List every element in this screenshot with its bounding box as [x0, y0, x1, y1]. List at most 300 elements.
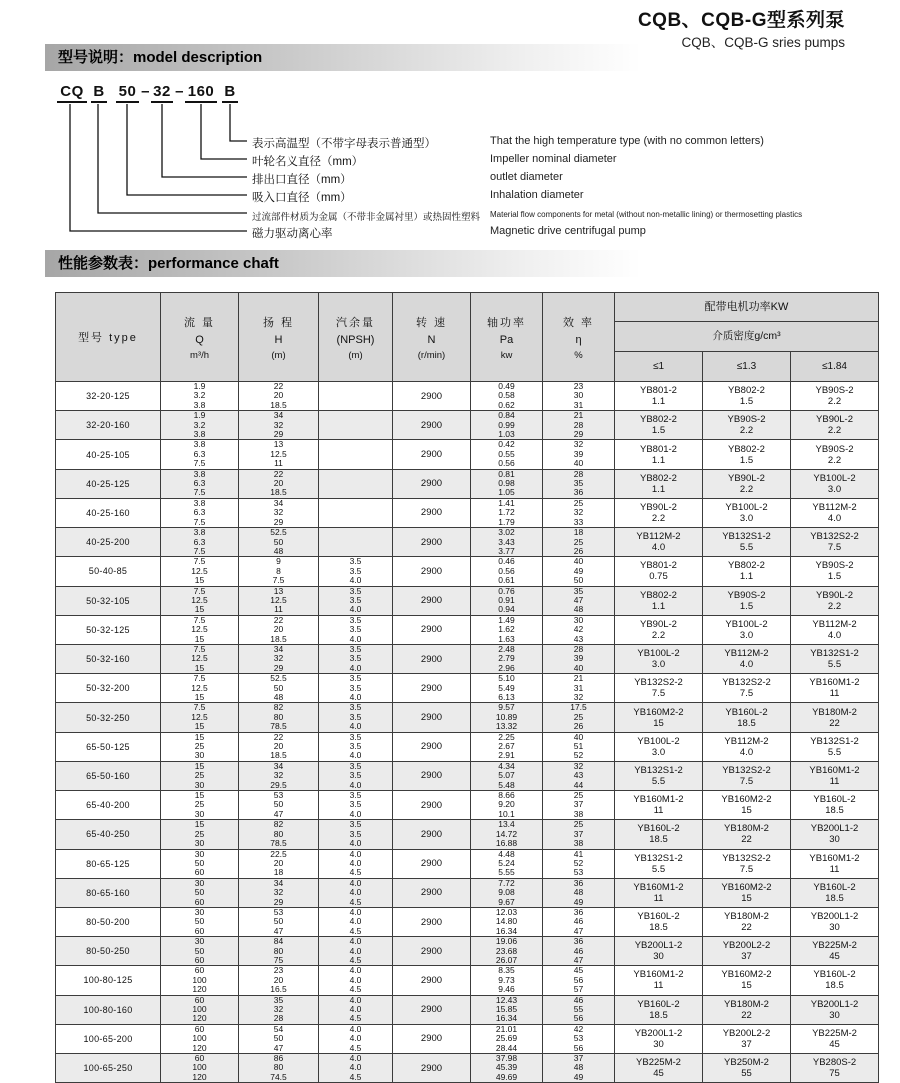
motor-model: YB132S2-2 — [722, 677, 771, 689]
cell-h-line: 20 — [273, 857, 284, 868]
cell-h — [239, 1054, 319, 1083]
cell-eta — [543, 937, 615, 966]
cell-pa-line: 2.91 — [498, 750, 515, 761]
diagram-label-zh: 磁力驱动离心率 — [252, 228, 333, 240]
cell-motor-2 — [791, 382, 879, 411]
col-header-npsh-line: (NPSH) — [336, 333, 375, 346]
cell-speed: 2900 — [393, 674, 471, 703]
code-token: 50 — [116, 83, 139, 103]
motor-model: YB160L-2 — [813, 881, 856, 893]
cell-motor-1 — [703, 644, 791, 673]
motor-power-kw: 7.5 — [739, 863, 754, 875]
motor-power-kw: 2.2 — [739, 483, 754, 495]
page-subtitle: CQB、CQB-G sries pumps — [681, 35, 845, 50]
motor-power-kw: 18.5 — [649, 922, 668, 934]
cell-eta — [543, 761, 615, 790]
cell-h-line: 48 — [273, 692, 284, 702]
cell-q-line: 25 — [194, 828, 205, 839]
motor-power-kw: 5.5 — [827, 746, 842, 758]
motor-model: YB160L-2 — [813, 794, 856, 806]
cell-q — [161, 615, 239, 644]
cell-h-line: 82 — [273, 819, 284, 830]
cell-npsh-line: 4.0 — [349, 995, 362, 1005]
cell-q — [161, 732, 239, 761]
cell-pa-line: 0.56 — [498, 565, 515, 576]
motor-power-kw: 30 — [653, 1038, 664, 1050]
motor-model: YB160M1-2 — [633, 881, 684, 893]
cell-pa-line: 5.07 — [498, 770, 515, 781]
table-row — [56, 382, 879, 411]
cell-eta — [543, 878, 615, 907]
cell-q-line: 30 — [194, 936, 205, 947]
cell-q-line: 100 — [192, 974, 207, 985]
cell-pa-line: 15.85 — [495, 1004, 518, 1014]
diagram-label-zh: 排出口直径（mm） — [252, 174, 352, 186]
cell-pa-line: 0.49 — [498, 381, 515, 391]
cell-speed: 2900 — [393, 411, 471, 440]
cell-pa — [471, 382, 543, 411]
cell-h-line: 18.5 — [270, 487, 287, 498]
cell-type: 65-50-160 — [56, 761, 161, 790]
motor-power-kw: 15 — [741, 980, 752, 992]
cell-h-line: 74.5 — [270, 1071, 287, 1082]
table-body — [56, 382, 879, 1083]
cell-pa-line: 9.57 — [498, 702, 515, 713]
motor-model: YB132S1-2 — [634, 764, 683, 776]
cell-q-line: 120 — [192, 1071, 207, 1082]
cell-pa-line: 5.10 — [498, 673, 515, 684]
cell-npsh — [319, 966, 393, 995]
cell-eta-line: 44 — [573, 779, 584, 790]
motor-model: YB132S1-2 — [722, 531, 771, 543]
motor-model: YB160L-2 — [637, 823, 680, 835]
cell-pa-line: 10.1 — [498, 808, 515, 819]
cell-npsh-line: 3.5 — [349, 673, 362, 684]
cell-motor-0 — [615, 469, 703, 498]
motor-model: YB801-2 — [640, 385, 677, 397]
table-row — [56, 820, 879, 849]
col-header-h-line: H — [274, 333, 283, 346]
cell-pa-line: 1.79 — [498, 516, 515, 527]
motor-power-kw: 18.5 — [649, 834, 668, 846]
cell-motor-1 — [703, 849, 791, 878]
cell-h-line: 52.5 — [270, 673, 287, 684]
col-header-n — [393, 293, 471, 382]
cell-h-line: 50 — [273, 1033, 284, 1044]
cell-h-line: 9 — [276, 556, 281, 567]
motor-power-kw: 30 — [829, 922, 840, 934]
cell-q-line: 12.5 — [191, 653, 208, 664]
motor-power-kw: 1.5 — [739, 454, 754, 466]
cell-eta-line: 17.5 — [570, 702, 587, 713]
cell-eta-line: 40 — [573, 662, 584, 673]
cell-npsh-line: 3.5 — [349, 682, 362, 693]
cell-eta-line: 28 — [573, 419, 584, 430]
cell-h-line: 80 — [273, 828, 284, 839]
cell-eta — [543, 528, 615, 557]
cell-motor-0 — [615, 528, 703, 557]
cell-h-line: 29 — [273, 516, 284, 527]
cell-pa-line: 9.46 — [498, 984, 515, 995]
motor-power-kw: 2.2 — [827, 600, 842, 612]
cell-motor-0 — [615, 1054, 703, 1083]
cell-h-line: 32 — [273, 1004, 284, 1014]
cell-npsh-line: 4.0 — [349, 1062, 362, 1073]
cell-h-line: 50 — [273, 682, 284, 693]
motor-model: YB132S1-2 — [810, 735, 859, 747]
cell-h-line: 29 — [273, 896, 284, 907]
cell-h — [239, 907, 319, 936]
cell-h-line: 22 — [273, 732, 284, 742]
cell-pa-line: 16.88 — [495, 838, 518, 849]
cell-motor-1 — [703, 761, 791, 790]
cell-pa — [471, 557, 543, 586]
motor-power-kw: 2.2 — [651, 629, 666, 641]
cell-eta-line: 38 — [573, 808, 584, 819]
motor-power-kw: 15 — [741, 892, 752, 904]
cell-pa-line: 8.66 — [498, 790, 515, 801]
cell-eta — [543, 615, 615, 644]
motor-model: YB160M1-2 — [633, 794, 684, 806]
motor-power-kw: 5.5 — [827, 659, 842, 671]
cell-pa-line: 5.49 — [498, 682, 515, 693]
cell-h — [239, 849, 319, 878]
cell-eta-line: 37 — [573, 828, 584, 839]
cell-motor-0 — [615, 703, 703, 732]
motor-model: YB802-2 — [640, 472, 677, 484]
code-token: B — [222, 83, 238, 103]
motor-power-kw: 2.2 — [827, 454, 842, 466]
cell-motor-2 — [791, 791, 879, 820]
cell-h — [239, 878, 319, 907]
cell-q-line: 15 — [194, 575, 205, 586]
cell-motor-1 — [703, 937, 791, 966]
cell-motor-2 — [791, 411, 879, 440]
cell-speed: 2900 — [393, 703, 471, 732]
code-token: B — [91, 83, 107, 103]
table-row — [56, 1054, 879, 1083]
table-row — [56, 411, 879, 440]
motor-power-kw: 0.75 — [649, 571, 668, 583]
cell-eta-line: 37 — [573, 799, 584, 810]
cell-type: 100-65-200 — [56, 1024, 161, 1053]
cell-eta-line: 46 — [573, 945, 584, 956]
motor-model: YB180M-2 — [724, 911, 769, 923]
cell-h-line: 22 — [273, 469, 284, 479]
cell-npsh-line: 3.5 — [349, 711, 362, 722]
motor-power-kw: 30 — [829, 834, 840, 846]
motor-model: YB90S-2 — [815, 443, 854, 455]
cell-npsh-line: 3.5 — [349, 556, 362, 567]
cell-eta-line: 23 — [573, 381, 584, 391]
table-row — [56, 644, 879, 673]
cell-pa — [471, 469, 543, 498]
cell-q-line: 25 — [194, 770, 205, 781]
cell-motor-0 — [615, 586, 703, 615]
motor-model: YB802-2 — [728, 560, 765, 572]
cell-motor-1 — [703, 557, 791, 586]
cell-speed: 2900 — [393, 1054, 471, 1083]
cell-pa-line: 0.84 — [498, 410, 515, 421]
cell-eta — [543, 849, 615, 878]
table-row — [56, 440, 879, 469]
cell-h-line: 13 — [273, 439, 284, 450]
motor-model: YB160M1-2 — [809, 764, 860, 776]
motor-model: YB200L1-2 — [634, 940, 683, 952]
cell-npsh-line: 4.0 — [349, 878, 362, 888]
cell-eta-line: 48 — [573, 887, 584, 898]
cell-h-line: 53 — [273, 907, 284, 917]
cell-q-line: 60 — [194, 1053, 205, 1064]
cell-npsh-line: 4.0 — [349, 779, 362, 790]
cell-npsh — [319, 878, 393, 907]
diagram-label-zh: 叶轮名义直径（mm） — [252, 156, 364, 168]
motor-model: YB90L-2 — [816, 414, 853, 426]
cell-h-line: 20 — [273, 390, 284, 401]
cell-eta-line: 33 — [573, 516, 584, 527]
cell-npsh — [319, 644, 393, 673]
cell-q-line: 12.5 — [191, 594, 208, 605]
cell-eta — [543, 674, 615, 703]
motor-power-kw: 1.1 — [651, 454, 666, 466]
cell-eta-line: 40 — [573, 458, 584, 469]
cell-q-line: 60 — [194, 1024, 205, 1034]
cell-h — [239, 615, 319, 644]
motor-power-kw: 2.2 — [827, 425, 842, 437]
cell-q — [161, 674, 239, 703]
cell-h-line: 22 — [273, 615, 284, 625]
cell-npsh — [319, 528, 393, 557]
cell-eta-line: 39 — [573, 448, 584, 459]
cell-h-line: 13 — [273, 586, 284, 596]
motor-power-kw: 5.5 — [651, 863, 666, 875]
cell-q — [161, 557, 239, 586]
cell-motor-0 — [615, 440, 703, 469]
code-dash: – — [175, 83, 184, 100]
motor-power-kw: 1.5 — [739, 396, 754, 408]
motor-model: YB112M-2 — [812, 618, 857, 630]
cell-h-line: 12.5 — [270, 448, 287, 459]
motor-model: YB132S2-2 — [722, 764, 771, 776]
cell-q-line: 6.3 — [193, 507, 206, 518]
motor-model: YB100L-2 — [725, 501, 768, 513]
cell-h-line: 53 — [273, 790, 284, 801]
cell-type: 50-40-85 — [56, 557, 161, 586]
cell-q-line: 3.2 — [193, 390, 206, 401]
cell-motor-0 — [615, 791, 703, 820]
table-header — [56, 293, 879, 382]
table-row — [56, 703, 879, 732]
cell-eta-line: 37 — [573, 1053, 584, 1064]
cell-pa-line: 0.55 — [498, 448, 515, 459]
motor-model: YB802-2 — [728, 443, 765, 455]
cell-pa-line: 2.96 — [498, 662, 515, 673]
col-header-n-line: N — [427, 333, 436, 346]
cell-npsh-line: 4.5 — [349, 867, 362, 878]
cell-type: 80-50-250 — [56, 937, 161, 966]
cell-pa-line: 7.72 — [498, 878, 515, 888]
motor-model: YB160L-2 — [637, 911, 680, 923]
table-row — [56, 907, 879, 936]
diagram-label-zh: 吸入口直径（mm） — [252, 192, 352, 204]
cell-pa — [471, 761, 543, 790]
cell-q — [161, 761, 239, 790]
cell-q-line: 15 — [194, 662, 205, 673]
motor-power-kw: 3.0 — [651, 659, 666, 671]
cell-npsh-line: 4.0 — [349, 633, 362, 644]
cell-eta-line: 26 — [573, 721, 584, 732]
cell-eta-line: 52 — [573, 857, 584, 868]
cell-q-line: 50 — [194, 887, 205, 898]
col-header-h — [239, 293, 319, 382]
cell-npsh — [319, 411, 393, 440]
cell-q — [161, 937, 239, 966]
cell-speed: 2900 — [393, 498, 471, 527]
motor-model: YB200L1-2 — [810, 998, 859, 1010]
cell-type: 40-25-160 — [56, 498, 161, 527]
cell-h-line: 84 — [273, 936, 284, 947]
motor-model: YB200L1-2 — [810, 823, 859, 835]
cell-h — [239, 498, 319, 527]
motor-model: YB250M-2 — [724, 1057, 769, 1069]
cell-speed: 2900 — [393, 966, 471, 995]
cell-pa-line: 1.63 — [498, 633, 515, 644]
cell-npsh-line: 4.5 — [349, 896, 362, 907]
cell-q-line: 6.3 — [193, 536, 206, 547]
motor-power-kw: 1.1 — [739, 571, 754, 583]
cell-pa-line: 9.73 — [498, 974, 515, 985]
col-header-eta-line: % — [574, 349, 583, 361]
motor-power-kw: 1.1 — [651, 396, 666, 408]
table-row — [56, 674, 879, 703]
cell-motor-0 — [615, 849, 703, 878]
motor-model: YB90S-2 — [727, 414, 766, 426]
cell-q-line: 60 — [194, 965, 205, 976]
cell-q-line: 30 — [194, 878, 205, 888]
col-header-q-line: Q — [195, 333, 204, 346]
cell-npsh-line: 3.5 — [349, 565, 362, 576]
motor-power-kw: 11 — [829, 688, 840, 700]
cell-npsh-line: 4.0 — [349, 965, 362, 976]
cell-h-line: 75 — [273, 954, 284, 965]
cell-h-line: 18.5 — [270, 633, 287, 644]
cell-motor-1 — [703, 1024, 791, 1053]
cell-q-line: 3.8 — [193, 498, 206, 508]
cell-npsh-line: 4.0 — [349, 662, 362, 673]
cell-type: 80-65-160 — [56, 878, 161, 907]
table-row — [56, 469, 879, 498]
cell-motor-0 — [615, 761, 703, 790]
motor-power-kw: 2.2 — [651, 512, 666, 524]
cell-npsh-line: 3.5 — [349, 594, 362, 605]
cell-h-line: 34 — [273, 761, 284, 771]
motor-model: YB200L2-2 — [722, 940, 771, 952]
cell-eta — [543, 644, 615, 673]
cell-speed: 2900 — [393, 557, 471, 586]
cell-motor-1 — [703, 703, 791, 732]
table-row — [56, 557, 879, 586]
cell-motor-0 — [615, 907, 703, 936]
cell-h-line: 47 — [273, 925, 284, 936]
cell-motor-1 — [703, 411, 791, 440]
cell-eta-line: 36 — [573, 936, 584, 947]
cell-pa-line: 12.43 — [495, 995, 518, 1005]
cell-npsh-line: 4.0 — [349, 1033, 362, 1044]
code-token: CQ — [57, 83, 87, 103]
cell-type: 50-32-250 — [56, 703, 161, 732]
table-row — [56, 937, 879, 966]
motor-model: YB132S1-2 — [810, 648, 859, 660]
cell-npsh — [319, 1054, 393, 1083]
cell-npsh-line: 3.5 — [349, 741, 362, 752]
cell-motor-2 — [791, 440, 879, 469]
cell-eta-line: 32 — [573, 507, 584, 518]
motor-power-kw: 2.2 — [827, 396, 842, 408]
cell-eta-line: 42 — [573, 1024, 584, 1034]
cell-npsh-line: 4.0 — [349, 936, 362, 947]
cell-pa-line: 5.48 — [498, 779, 515, 790]
cell-type: 100-65-250 — [56, 1054, 161, 1083]
cell-pa-line: 37.98 — [495, 1053, 518, 1064]
cell-h-line: 29 — [273, 429, 284, 440]
cell-speed: 2900 — [393, 1024, 471, 1053]
cell-eta — [543, 791, 615, 820]
cell-h-line: 22 — [273, 381, 284, 391]
motor-model: YB112M-2 — [636, 531, 681, 543]
cell-q-line: 60 — [194, 925, 205, 936]
cell-h — [239, 411, 319, 440]
cell-h-line: 11 — [274, 458, 283, 469]
motor-model: YB160M2-2 — [721, 794, 772, 806]
cell-pa-line: 0.42 — [498, 439, 515, 450]
cell-eta-line: 21 — [573, 410, 584, 421]
cell-motor-1 — [703, 791, 791, 820]
motor-model: YB112M-2 — [812, 501, 857, 513]
cell-npsh-line — [319, 488, 392, 497]
cell-pa-line: 3.02 — [498, 527, 515, 538]
cell-npsh-line: 3.5 — [349, 644, 362, 654]
cell-h-line: 34 — [273, 878, 284, 888]
cell-q — [161, 411, 239, 440]
cell-pa-line: 9.08 — [498, 887, 515, 898]
cell-eta — [543, 820, 615, 849]
cell-type: 80-65-125 — [56, 849, 161, 878]
cell-type: 65-50-125 — [56, 732, 161, 761]
cell-q-line: 3.8 — [193, 527, 206, 538]
cell-motor-1 — [703, 1054, 791, 1083]
motor-model: YB90L-2 — [816, 589, 853, 601]
cell-q-line: 60 — [194, 867, 205, 878]
cell-h-line: 35 — [273, 995, 284, 1005]
cell-motor-1 — [703, 498, 791, 527]
cell-q-line: 15 — [194, 692, 205, 702]
col-header-q-line: 流 量 — [183, 316, 216, 329]
motor-power-kw: 7.5 — [739, 775, 754, 787]
cell-eta-line: 43 — [573, 633, 584, 644]
code-token: 32 — [151, 83, 173, 103]
cell-motor-2 — [791, 557, 879, 586]
table-row — [56, 615, 879, 644]
motor-model: YB280S-2 — [812, 1057, 857, 1069]
cell-type: 65-40-250 — [56, 820, 161, 849]
cell-pa — [471, 732, 543, 761]
cell-eta-line: 40 — [573, 732, 584, 742]
motor-power-kw: 18.5 — [825, 805, 844, 817]
cell-speed: 2900 — [393, 907, 471, 936]
cell-npsh-line — [319, 518, 392, 527]
cell-eta-line: 36 — [573, 878, 584, 888]
cell-h-line: 18 — [273, 867, 284, 878]
